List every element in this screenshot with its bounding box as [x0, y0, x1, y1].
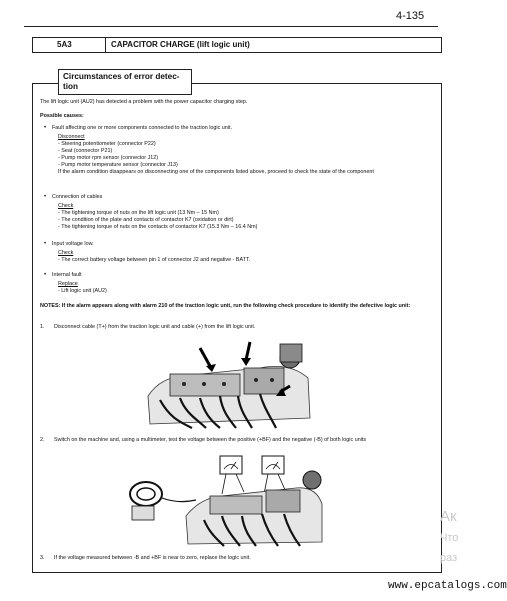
- cause-item: - Pump motor temperature sensor (connector J13): [58, 162, 178, 168]
- cause-action: Check: [58, 250, 74, 256]
- step-number: 1.: [40, 324, 45, 330]
- overlay-fragment: раз: [440, 552, 458, 564]
- overlay-fragment: Что: [440, 532, 459, 544]
- cause-item: - The tightening torque of nuts on the contacts of contactor K7 (15.3 Nm – 16.4 Nm): [58, 224, 258, 230]
- cause-item: - The condition of the plate and contacts of contactor K7 (oxidation or dirt): [58, 217, 234, 223]
- bullet-icon: •: [44, 272, 47, 278]
- cause-item: - Steering potentiometer (connector P22): [58, 141, 156, 147]
- page-number: 4-135: [396, 10, 425, 22]
- logic-units-photo: [140, 338, 318, 430]
- cause-title: Connection of cables: [52, 194, 103, 200]
- cause-title: Fault affecting one or more components connected to the traction logic unit.: [52, 125, 232, 131]
- cause-note: If the alarm condition disappears on disconnecting one of the components listed above, proceed to check the state of the component: [58, 169, 374, 175]
- circumstances-title-line2: tion: [63, 82, 79, 91]
- alarm-code: 5A3: [57, 40, 72, 49]
- cause-action: Check: [58, 203, 74, 209]
- step-number: 3.: [40, 555, 45, 561]
- step-text: Switch on the machine and, using a multimeter, test the voltage between the positive (+BF) and the negative (-B) of both logic units: [54, 437, 367, 443]
- cause-action: Disconnect: [58, 134, 85, 140]
- bullet-icon: •: [44, 194, 47, 200]
- step-number: 2.: [40, 437, 45, 443]
- possible-causes-label: Possible causes:: [40, 113, 84, 119]
- cause-title: Input voltage low.: [52, 241, 94, 247]
- bullet-icon: •: [44, 125, 47, 131]
- watermark-text: www.epcatalogs.com: [388, 580, 507, 592]
- cause-action: Replace: [58, 281, 78, 287]
- cause-item: - The correct battery voltage between pin 1 of connector J2 and negative - BATT.: [58, 257, 251, 263]
- alarm-title: CAPACITOR CHARGE (lift logic unit): [111, 40, 250, 49]
- notes-text: NOTES: If the alarm appears along with alarm 210 of the traction logic unit, run the following check procedure to identify the defective logic unit:: [40, 303, 411, 309]
- header-rule: [24, 26, 438, 27]
- header-divider: [105, 38, 106, 52]
- section-header: [32, 37, 442, 53]
- circumstances-title: [58, 69, 192, 95]
- multimeter-test-photo: [126, 454, 330, 546]
- cause-item: - Seat (connector P21): [58, 148, 113, 154]
- cause-item: - Lift logic unit (AU2): [58, 288, 107, 294]
- circumstances-title-line1: Circumstances of error detec-: [63, 72, 180, 81]
- cause-item: - Pump motor rpm sensor (connector J12): [58, 155, 159, 161]
- cause-item: - The tightening torque of nuts on the lift logic unit (13 Nm – 15 Nm): [58, 210, 219, 216]
- intro-text: The lift logic unit (AU2) has detected a problem with the power capacitor charging step.: [40, 99, 248, 105]
- cause-title: Internal fault: [52, 272, 82, 278]
- step-text: Disconnect cable (T+) from the traction logic unit and cable (+) from the lift logic unit.: [54, 324, 256, 330]
- overlay-fragment: Ак: [440, 508, 457, 525]
- step-text: If the voltage measured between -B and +BF is near to zero, replace the logic unit.: [54, 555, 251, 561]
- bullet-icon: •: [44, 241, 47, 247]
